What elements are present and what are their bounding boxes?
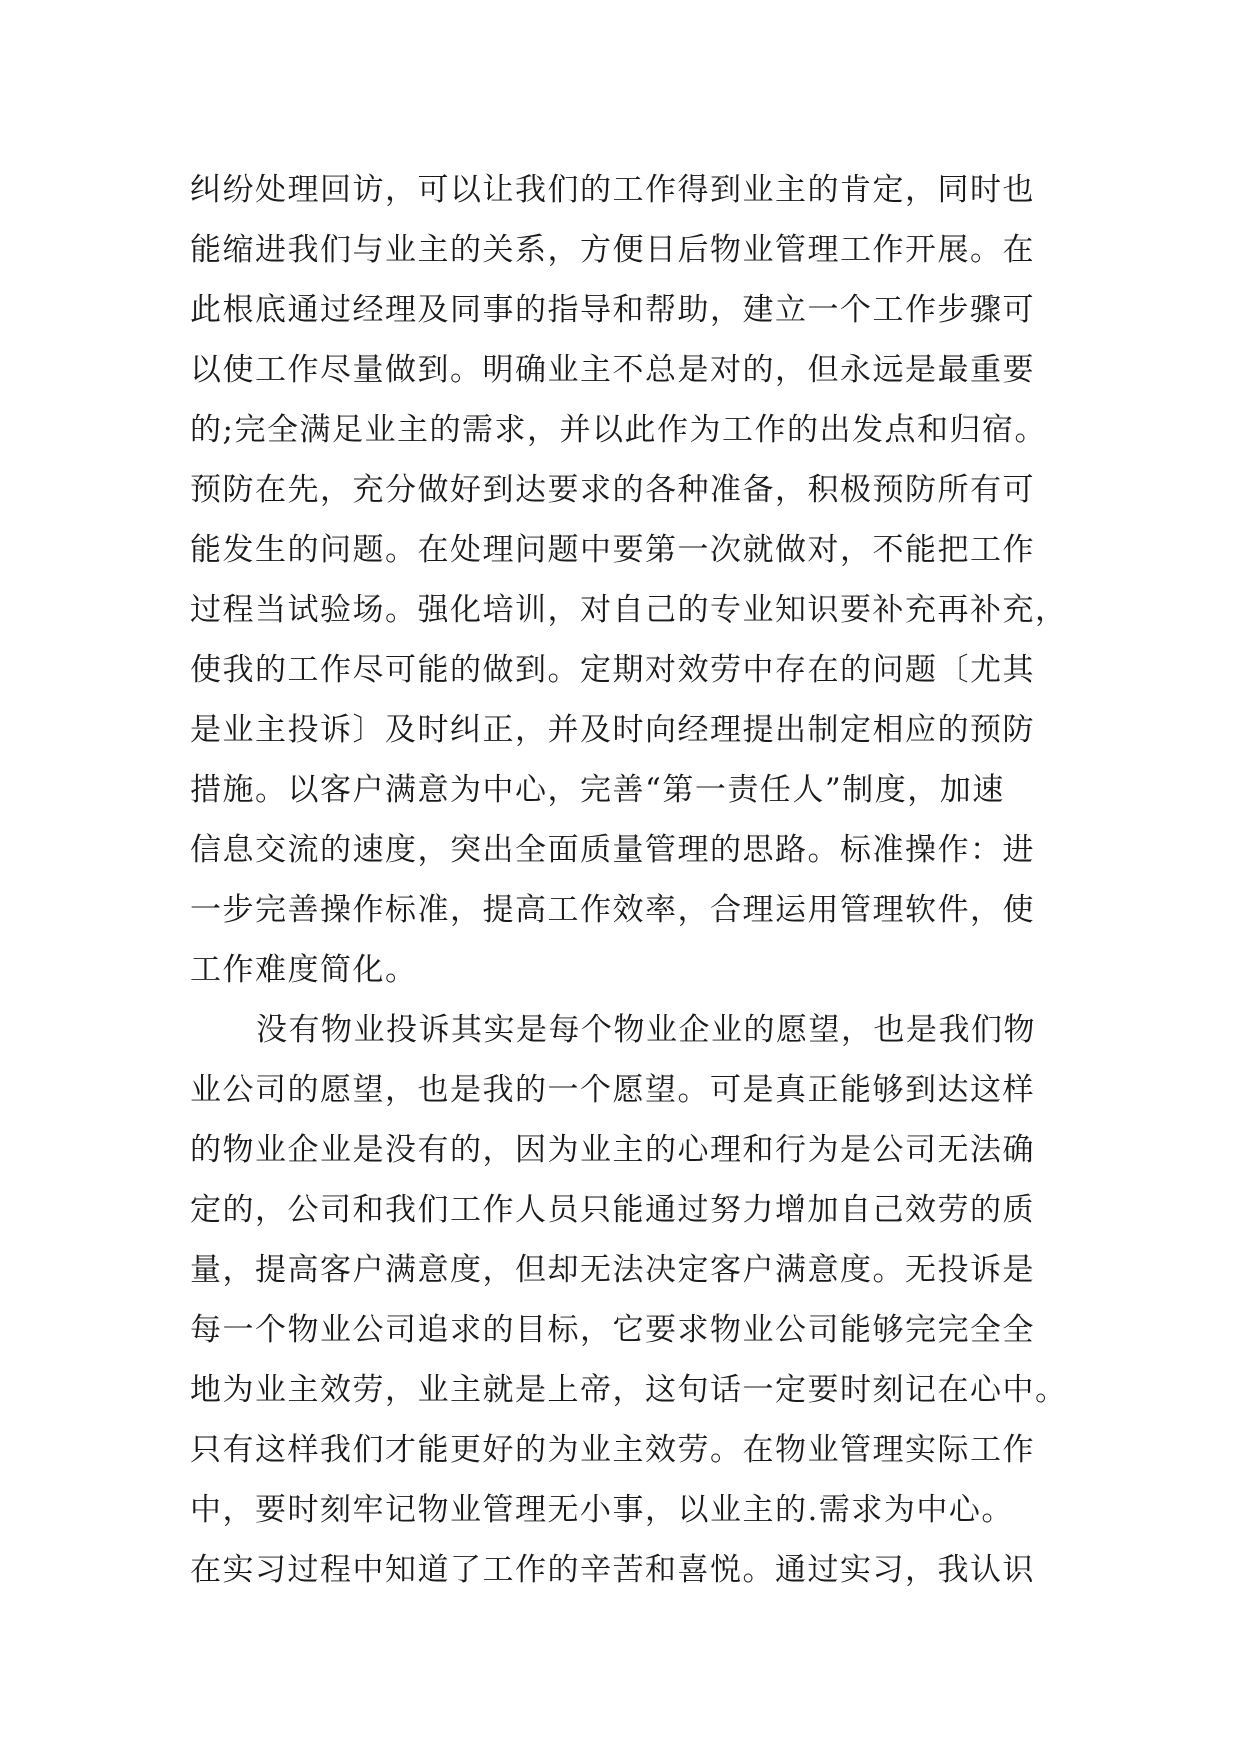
- text-line: 只有这样我们才能更好的为业主效劳。在物业管理实际工作: [190, 1432, 1035, 1468]
- text-line: 预防在先，充分做好到达要求的各种准备，积极预防所有可: [190, 472, 1035, 508]
- text-line: 纠纷处理回访，可以让我们的工作得到业主的肯定，同时也: [190, 172, 1035, 208]
- text-line: 地为业主效劳，业主就是上帝，这句话一定要时刻记在心中。: [190, 1372, 1068, 1408]
- text-line: 能发生的问题。在处理问题中要第一次就做对，不能把工作: [190, 532, 1035, 568]
- body-text: [190, 160, 1068, 1600]
- text-line: 以使工作尽量做到。明确业主不总是对的，但永远是最重要: [190, 352, 1035, 388]
- text-line: 措施。以客户满意为中心，完善“第一责任人”制度，加速: [190, 772, 1005, 808]
- text-line: 此根底通过经理及同事的指导和帮助，建立一个工作步骤可: [190, 292, 1035, 328]
- paragraph-2: [190, 1000, 1068, 1600]
- text-line: 工作难度简化。: [190, 952, 418, 988]
- text-line: 业公司的愿望，也是我的一个愿望。可是真正能够到达这样: [190, 1072, 1035, 1108]
- text-line: 能缩进我们与业主的关系，方便日后物业管理工作开展。在: [190, 232, 1035, 268]
- text-line: 的;完全满足业主的需求，并以此作为工作的出发点和归宿。: [190, 412, 1047, 448]
- text-line: 信息交流的速度，突出全面质量管理的思路。标准操作：进: [190, 832, 1035, 868]
- text-line: 中，要时刻牢记物业管理无小事，以业主的.需求为中心。: [190, 1492, 1014, 1528]
- text-line: 一步完善操作标准，提高工作效率，合理运用管理软件，使: [190, 892, 1035, 928]
- text-line: 在实习过程中知道了工作的辛苦和喜悦。通过实习，我认识: [190, 1552, 1035, 1588]
- text-line: 的物业企业是没有的，因为业主的心理和行为是公司无法确: [190, 1132, 1035, 1168]
- text-line: 是业主投诉〕及时纠正，并及时向经理提出制定相应的预防: [190, 712, 1035, 748]
- text-line: 过程当试验场。强化培训，对自己的专业知识要补充再补充，: [190, 592, 1068, 628]
- text-line: 没有物业投诉其实是每个物业企业的愿望，也是我们物: [256, 1012, 1036, 1048]
- text-line: 使我的工作尽可能的做到。定期对效劳中存在的问题〔尤其: [190, 652, 1035, 688]
- paragraph-1: [190, 160, 1068, 1000]
- text-line: 定的，公司和我们工作人员只能通过努力增加自己效劳的质: [190, 1192, 1035, 1228]
- text-line: 每一个物业公司追求的目标，它要求物业公司能够完完全全: [190, 1312, 1035, 1348]
- text-line: 量，提高客户满意度，但却无法决定客户满意度。无投诉是: [190, 1252, 1035, 1288]
